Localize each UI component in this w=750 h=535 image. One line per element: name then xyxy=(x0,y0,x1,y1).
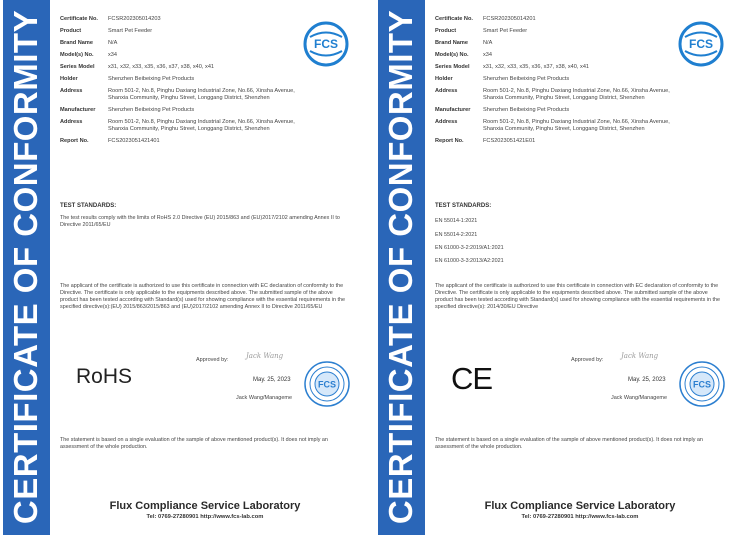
field-row xyxy=(435,64,673,71)
field-label: Holder xyxy=(435,76,453,82)
field-value: x34 xyxy=(483,52,493,58)
field-label: Address xyxy=(435,119,458,125)
field-row xyxy=(435,16,673,23)
field-label: Manufacturer xyxy=(435,107,471,113)
field-value: Smart Pet Feeder xyxy=(483,28,528,34)
approval-date: May. 25, 2023 xyxy=(628,377,666,383)
seal-stamp-icon xyxy=(303,360,351,408)
field-label: Address xyxy=(435,88,458,94)
test-standards-title: TEST STANDARDS: xyxy=(60,203,117,209)
authorization-text: The applicant of the certificate is authorized to use this certificate in connection with EC declaration of conformity to the Directive. The certificate is only applicable to the equipments described above. The submitted sample of the above product has been tested according with Standard(s) used for showing compliance with the essential requirements in the specified directive(s): 2014/30/EU Directive xyxy=(435,283,720,310)
signature: Jack Wang xyxy=(621,352,659,360)
field-value: Shenzhen Beibeixing Pet Products xyxy=(108,107,195,113)
field-row xyxy=(60,64,298,71)
field-value: Room 501-2, No.8, Pinghu Daxiang Industrial Zone, No.66, Xinsha Avenue, Shanxia Community, Pinghu Street, Longgang District, Shenzhen xyxy=(483,119,670,132)
field-row xyxy=(60,76,298,83)
seal-text: FCS xyxy=(318,379,336,390)
signature: Jack Wang xyxy=(246,352,284,360)
field-label: Manufacturer xyxy=(60,107,96,113)
field-value: N/A xyxy=(108,40,118,46)
field-list xyxy=(60,16,298,150)
field-value: Room 501-2, No.8, Pinghu Daxiang Industrial Zone, No.66, Xinsha Avenue, Shanxia Community, Pinghu Street, Longgang District, Shenzhen xyxy=(483,88,670,101)
field-row xyxy=(60,138,298,145)
field-value: Room 501-2, No.8, Pinghu Daxiang Industrial Zone, No.66, Xinsha Avenue, Shanxia Community, Pinghu Street, Longgang District, Shenzhen xyxy=(108,88,295,101)
field-row xyxy=(60,40,298,47)
field-row xyxy=(435,28,673,35)
field-label: Brand Name xyxy=(435,40,468,46)
field-value: Shenzhen Beibeixing Pet Products xyxy=(483,107,570,113)
field-value: FCS2023051421401 xyxy=(108,138,160,144)
standard-item: EN 55014-1:2021 xyxy=(435,218,478,224)
lab-contact: Tel: 0769-27280901 http://www.fcs-lab.com xyxy=(146,514,264,520)
field-value: FCS2023051421E01 xyxy=(483,138,536,144)
field-row xyxy=(60,52,298,59)
field-row xyxy=(60,119,298,133)
field-list xyxy=(435,16,673,150)
fcs-logo-icon xyxy=(302,20,350,68)
approved-by-label: Approved by: xyxy=(196,357,229,363)
certificate-ce xyxy=(375,0,741,535)
field-row xyxy=(435,107,673,114)
field-value: x31, x32, x33, x35, x36, x37, x38, x40, x41 xyxy=(108,64,215,70)
rohs-mark: RoHS xyxy=(76,365,133,388)
standard-item: EN 55014-2:2021 xyxy=(435,232,478,238)
field-row xyxy=(435,88,673,102)
authorization-text: The applicant of the certificate is authorized to use this certificate in connection with EC declaration of conformity to the Directive. The certificate is only applicable to the equipments described above. The submitted sample of the above product has been tested according with Standard(s) used for showing compliance with the essential requirements in the specified directive(s):(EU) 2015/863/2015/863 and (EU)2017/2102 amending Annex II to Directive 2011/65/EU xyxy=(60,283,345,310)
field-row xyxy=(60,16,298,23)
field-row xyxy=(60,28,298,35)
test-standards-text: The test results comply with the limits of RoHS 2.0 Directive (EU) 2015/863 and (EU)2017/2102 amending Annex II to Directive 2011/65/EU xyxy=(60,215,340,228)
field-row xyxy=(435,138,673,145)
field-value: FCSR202305014203 xyxy=(108,16,161,22)
field-row xyxy=(60,88,298,102)
field-value: Room 501-2, No.8, Pinghu Daxiang Industrial Zone, No.66, Xinsha Avenue, Shanxia Community, Pinghu Street, Longgang District, Shenzhen xyxy=(108,119,295,132)
standard-item: EN 61000-3-2:2019/A1:2021 xyxy=(435,245,504,251)
field-label: Certificate No. xyxy=(435,16,473,22)
field-label: Address xyxy=(60,88,83,94)
field-row xyxy=(435,52,673,59)
field-row xyxy=(435,119,673,133)
field-value: Smart Pet Feeder xyxy=(108,28,153,34)
field-value: FCSR202305014201 xyxy=(483,16,536,22)
field-label: Brand Name xyxy=(60,40,93,46)
test-standards-title: TEST STANDARDS: xyxy=(435,203,492,209)
field-label: Report No. xyxy=(60,138,89,144)
lab-name: Flux Compliance Service Laboratory xyxy=(484,500,676,512)
field-value: x34 xyxy=(108,52,118,58)
field-value: Shenzhen Beibeixing Pet Products xyxy=(108,76,195,82)
field-label: Product xyxy=(435,28,457,34)
approval-date: May. 25, 2023 xyxy=(253,377,291,383)
fcs-logo-icon xyxy=(677,20,725,68)
lab-name: Flux Compliance Service Laboratory xyxy=(109,500,301,512)
logo-text: FCS xyxy=(314,37,338,51)
statement-text: The statement is based on a single evaluation of the sample of above mentioned product(s). It does not imply an assessment of the whole production. xyxy=(60,437,328,450)
statement-text: The statement is based on a single evaluation of the sample of above mentioned product(s). It does not imply an assessment of the whole production. xyxy=(435,437,703,450)
standard-item: EN 61000-3-3:2013/A2:2021 xyxy=(435,258,504,264)
lab-contact: Tel: 0769-27280901 http://www.fcs-lab.com xyxy=(521,514,639,520)
field-row xyxy=(435,40,673,47)
field-label: Certificate No. xyxy=(60,16,98,22)
seal-text: FCS xyxy=(693,379,711,390)
field-row xyxy=(60,107,298,114)
field-label: Product xyxy=(60,28,82,34)
approved-by-label: Approved by: xyxy=(571,357,604,363)
field-label: Series Model xyxy=(60,64,95,70)
field-value: N/A xyxy=(483,40,493,46)
seal-stamp-icon xyxy=(678,360,726,408)
field-value: Shenzhen Beibeixing Pet Products xyxy=(483,76,570,82)
certificate-rohs xyxy=(0,0,366,535)
field-label: Model(s) No. xyxy=(60,52,94,58)
field-label: Model(s) No. xyxy=(435,52,469,58)
field-row xyxy=(435,76,673,83)
field-label: Report No. xyxy=(435,138,464,144)
field-label: Series Model xyxy=(435,64,470,70)
signer-name: Jack Wang/Manageme xyxy=(611,395,668,401)
ce-mark: CE xyxy=(451,361,493,396)
logo-text: FCS xyxy=(689,37,713,51)
signer-name: Jack Wang/Manageme xyxy=(236,395,293,401)
field-value: x31, x32, x33, x35, x36, x37, x38, x40, x41 xyxy=(483,64,590,70)
band-title: CERTIFICATE OF CONFORMITY xyxy=(382,9,419,525)
band-title: CERTIFICATE OF CONFORMITY xyxy=(7,9,44,525)
field-label: Holder xyxy=(60,76,78,82)
field-label: Address xyxy=(60,119,83,125)
